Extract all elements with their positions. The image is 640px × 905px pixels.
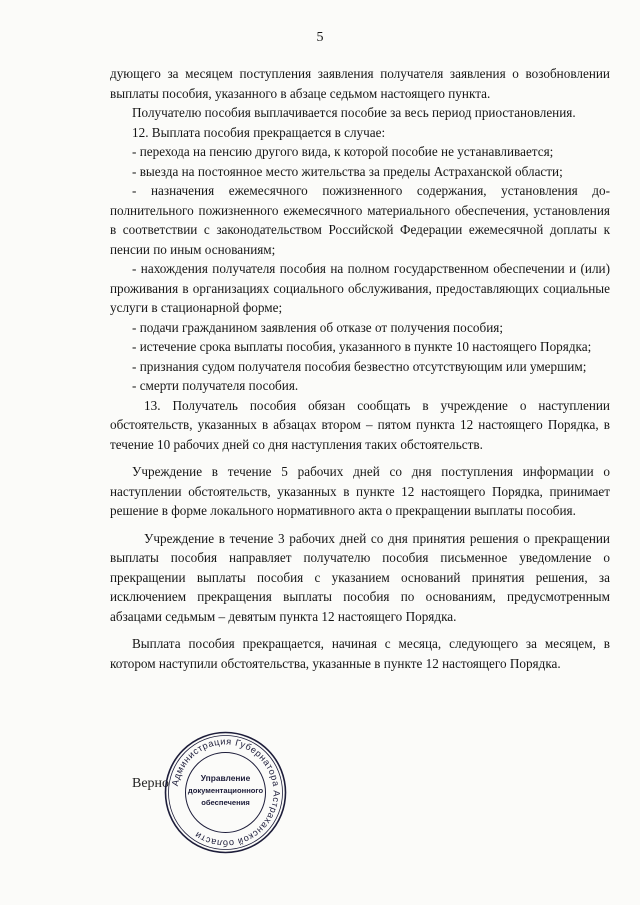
list-item: - смерти получателя пособия. [132, 378, 299, 393]
list-item: - нахождения получателя пособия на полном государственном обеспечении и (или) проживания в организациях социального обслуживания, предоставляющих социальные услуги в стационарной форме; [110, 261, 610, 315]
official-seal-stamp [163, 730, 288, 855]
list-item: - истечение срока выплаты пособия, указанного в пункте 10 настоящего Порядка; [132, 339, 592, 354]
seal-center-line: Управление [200, 773, 251, 783]
list-item: - признания судом получателя пособия безвестно отсутствующим или умершим; [132, 358, 587, 374]
list-item: - выезда на постоянное место жительства за пределы Астраханской области; [132, 163, 563, 179]
list-item: - назначения ежемесячного пожизненного содержания, установления дополнительного пожизненного ежемесячного материального обеспечения, установления в соответствии с законодательством Российской Федерации ежемесячной доплаты к пенсии по иным основаниям; [110, 183, 610, 257]
seal-center-line: обеспечения [201, 798, 250, 807]
seal-ring-text: Администрация Губернатора Астраханской области [169, 736, 282, 849]
list-item: - подачи гражданином заявления об отказе от получения пособия; [132, 319, 503, 335]
paragraph: дующего за месяцем поступления заявления получателя заявления о возобновлении выплаты пособия, указанного в абзаце седьмом настоящего пункта. [110, 66, 610, 101]
section-heading: 12. Выплата пособия прекращается в случае: [132, 124, 386, 140]
paragraph: Выплата пособия прекращается, начиная с месяца, следующего за месяцем, в котором наступили обстоятельства, указанные в пункте 12 настоящего Порядка. [110, 636, 610, 671]
paragraph: Учреждение в течение 3 рабочих дней со дня принятия решения о прекращении выплаты пособия направляет получателю пособия письменное уведомление о прекращении выплаты пособия с указанием оснований принятия решения, за исключением прекращения выплаты пособия по основаниям, предусмотренным абзацами седьмым – девятым пункта 12 настоящего Порядка. [110, 530, 610, 624]
seal-center-line: документационного [187, 786, 264, 795]
document-body [110, 64, 610, 673]
paragraph: 13. Получатель пособия обязан сообщать в учреждение о наступлении обстоятельств, указанных в абзацах втором – пятом пункта 12 настоящего Порядка, в течение 10 рабочих дней со дня наступления таких обстоятельств. [110, 397, 610, 452]
paragraph: Получателю пособия выплачивается пособие за весь период приостановления. [132, 105, 576, 120]
list-item: - перехода на пенсию другого вида, к которой пособие не устанавливается; [132, 144, 554, 159]
paragraph: Учреждение в течение 5 рабочих дней со дня поступления информации о наступлении обстоятельств, указанных в пункте 12 настоящего Порядка, принимает решение в форме локального нормативного акта о прекращении выплаты пособия. [110, 464, 610, 518]
page-number: 5 [316, 30, 324, 45]
certification-mark: Верно [132, 776, 170, 791]
